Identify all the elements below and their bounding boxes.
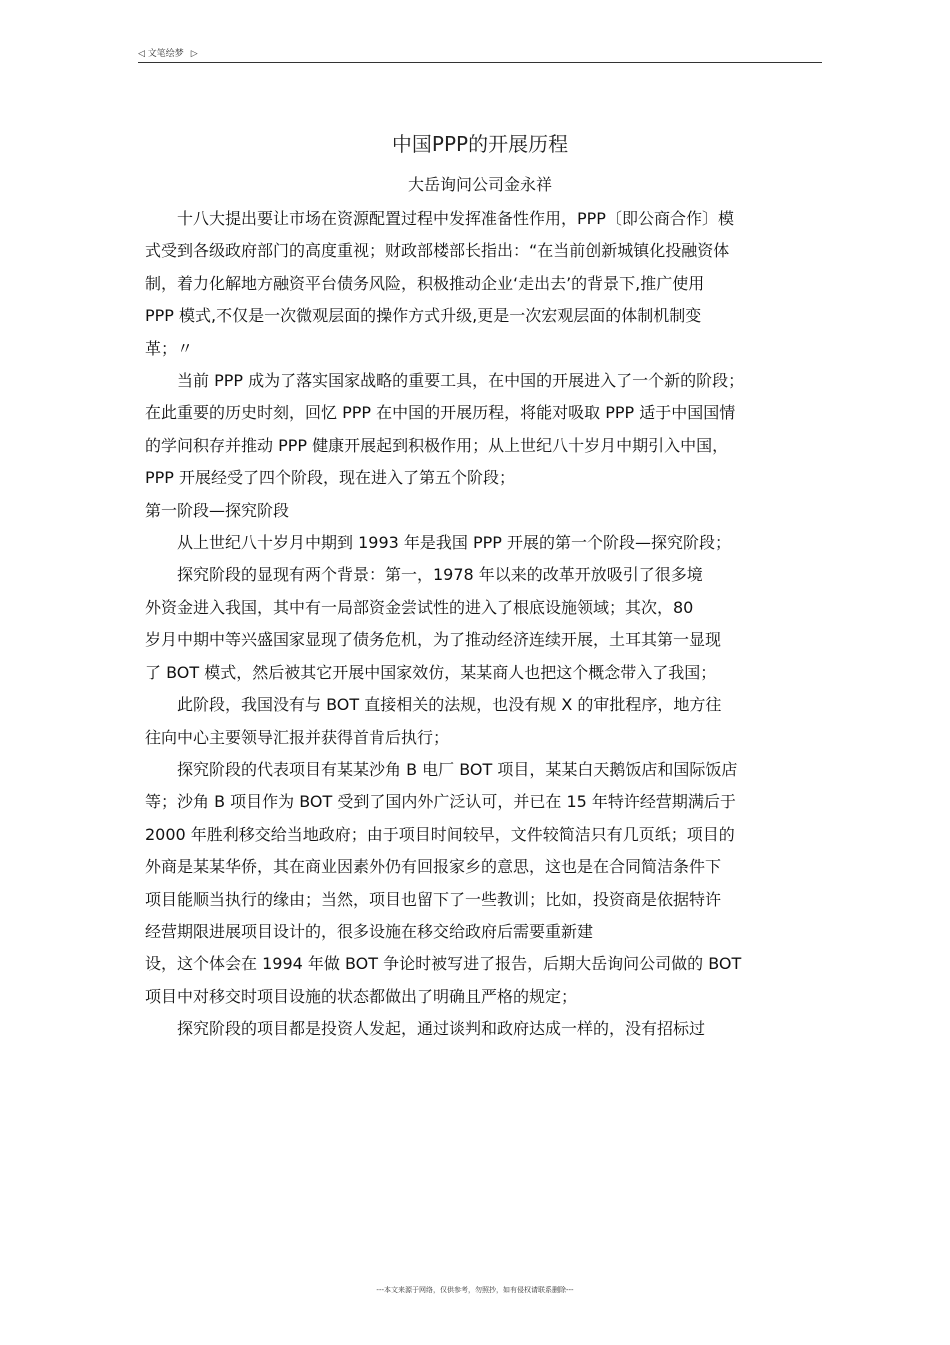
body-line: 式受到各级政府部门的高度重视；财政部楼部长指出：“在当前创新城镇化投融资体 xyxy=(145,241,730,261)
page-footer: ---本文来源于网络，仅供参考，勿照抄，如有侵权请联系删除--- xyxy=(376,1286,574,1294)
body-line: 制，着力化解地方融资平台债务风险，积极推动企业‘走出去’的背景下,推广使用 xyxy=(145,273,705,293)
body-line: 外商是某某华侨，其在商业因素外仍有回报家乡的意思，这也是在合同简洁条件下 xyxy=(145,857,722,877)
document-title: 中国PPP的开展历程 xyxy=(391,132,569,156)
body-line: 外资金进入我国，其中有一局部资金尝试性的进入了根底设施领域；其次，80 xyxy=(145,597,694,617)
body-line: 在此重要的历史时刻，回忆 PPP 在中国的开展历程，将能对吸取 PPP 适于中国国情 xyxy=(145,403,736,423)
header-text: 文笔绘梦 xyxy=(147,49,184,59)
body-line: 设，这个体会在 1994 年做 BOT 争论时被写进了报告，后期大岳询问公司做的 BOT xyxy=(145,954,742,974)
body-line: 2000 年胜利移交给当地政府；由于项目时间较早，文件较简洁只有几页纸；项目的 xyxy=(145,824,735,844)
body-line: 十八大提出要让市场在资源配置过程中发挥准备性作用，PPP〔即公商合作〕模 xyxy=(145,209,734,228)
body-line: 第一阶段—探究阶段 xyxy=(145,500,290,520)
page-header xyxy=(138,44,822,63)
body-line: PPP 开展经受了四个阶段，现在进入了第五个阶段； xyxy=(145,468,516,488)
body-line: 项目能顺当执行的缘由；当然，项目也留下了一些教训；比如，投资商是依据特许 xyxy=(145,889,722,909)
body-line: 此阶段，我国没有与 BOT 直接相关的法规，也没有规 X 的审批程序，地方往 xyxy=(145,695,722,715)
body-line: PPP 模式,不仅是一次微观层面的操作方式升级,更是一次宏观层面的体制机制变 xyxy=(145,306,702,326)
body-line: 革；〃 xyxy=(145,338,194,358)
body-line: 岁月中期中等兴盛国家显现了债务危机，为了推动经济连续开展，土耳其第一显现 xyxy=(145,630,722,650)
body-line: 探究阶段的代表项目有某某沙角 B 电厂 BOT 项目，某某白天鹅饭店和国际饭店 xyxy=(145,759,738,779)
body-line: 往向中心主要领导汇报并获得首肯后执行； xyxy=(145,727,450,747)
header-label xyxy=(138,46,198,59)
body-line: 等；沙角 B 项目作为 BOT 受到了国内外广泛认可，并已在 15 年特许经营期满后于 xyxy=(145,792,736,812)
body-line: 项目中对移交时项目设施的状态都做出了明确且严格的规定； xyxy=(145,986,578,1006)
body-line: 经营期限进展项目设计的，很多设施在移交给政府后需要重新建 xyxy=(145,921,594,941)
left-triangle-icon: ◁ xyxy=(138,49,145,59)
document-body xyxy=(145,203,820,1046)
body-line: 探究阶段的显现有两个背景：第一，1978 年以来的改革开放吸引了很多境 xyxy=(145,565,703,585)
body-line: 了 BOT 模式，然后被其它开展中国家效仿，某某商人也把这个概念带入了我国； xyxy=(145,662,717,682)
document-author: 大岳询问公司金永祥 xyxy=(407,175,552,194)
body-line: 当前 PPP 成为了落实国家战略的重要工具，在中国的开展进入了一个新的阶段； xyxy=(145,371,745,391)
right-triangle-icon: ▷ xyxy=(190,49,198,59)
body-line: 从上世纪八十岁月中期到 1993 年是我国 PPP 开展的第一个阶段—探究阶段； xyxy=(145,533,732,553)
body-line: 探究阶段的项目都是投资人发起，通过谈判和政府达成一样的，没有招标过 xyxy=(145,1019,706,1039)
body-line: 的学问积存并推动 PPP 健康开展起到积极作用；从上世纪八十岁月中期引入中国， xyxy=(145,435,729,455)
